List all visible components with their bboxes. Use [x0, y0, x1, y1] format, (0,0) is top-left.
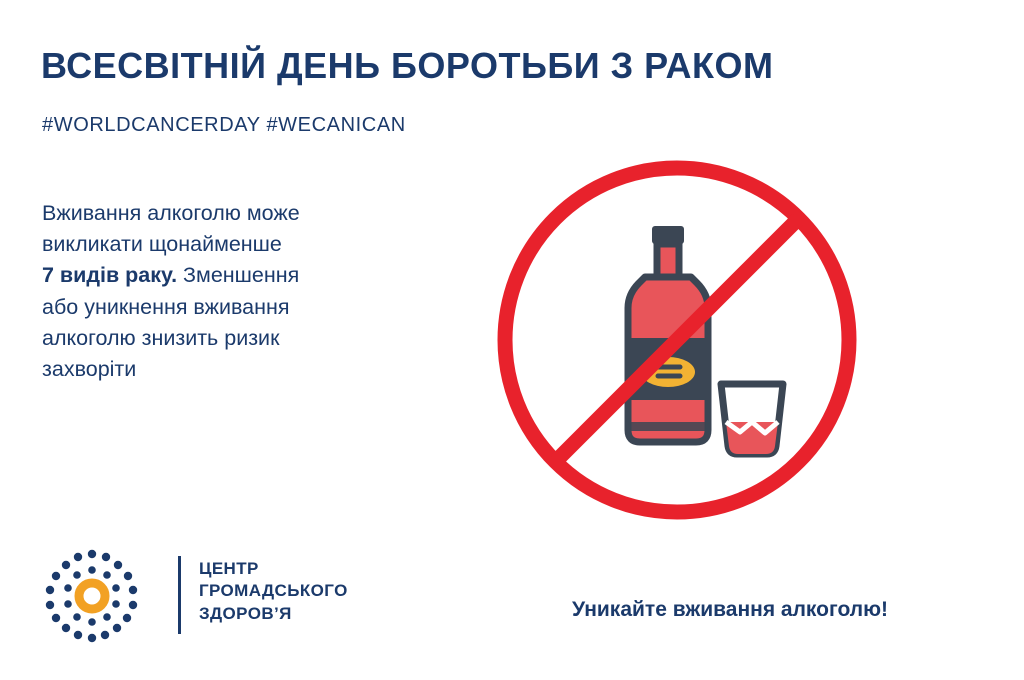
logo-text-line-2: ГРОМАДСЬКОГО — [199, 581, 348, 601]
logo — [44, 548, 348, 643]
public-health-center-dotted-circle-logo-icon — [44, 548, 140, 644]
logo-text — [199, 558, 348, 625]
logo-mark-svg — [44, 548, 140, 644]
body-line-6: захворіти — [42, 356, 137, 381]
page-title: ВСЕСВІТНІЙ ДЕНЬ БОРОТЬБИ З РАКОМ — [41, 45, 774, 86]
bottom-caption: Уникайте вживання алкоголю! — [571, 598, 889, 621]
logo-divider — [178, 556, 181, 634]
logo-text-line-1: ЦЕНТР — [199, 559, 259, 578]
no-alcohol-illustration — [497, 160, 857, 520]
body-highlight: 7 видів раку. — [42, 263, 178, 288]
body-line-4: або уникнення вживання — [42, 294, 290, 319]
body-line-5: алкоголю знизить ризик — [42, 325, 280, 350]
body-line-1: Вживання алкоголю може — [42, 201, 300, 225]
logo-text-line-3: ЗДОРОВ’Я — [199, 603, 292, 623]
bottle-graphic — [628, 226, 708, 442]
no-alcohol-prohibition-sign-icon — [497, 160, 857, 520]
prohibition-circle-icon — [505, 168, 849, 512]
body-line-3-rest: Зменшення — [177, 263, 300, 288]
body-line-2: викликати щонайменше — [42, 232, 282, 257]
hashtags-line: #WORLDCANCERDAY #WECANICAN — [42, 114, 406, 136]
body-paragraph — [42, 198, 442, 385]
glass-graphic — [721, 384, 783, 454]
